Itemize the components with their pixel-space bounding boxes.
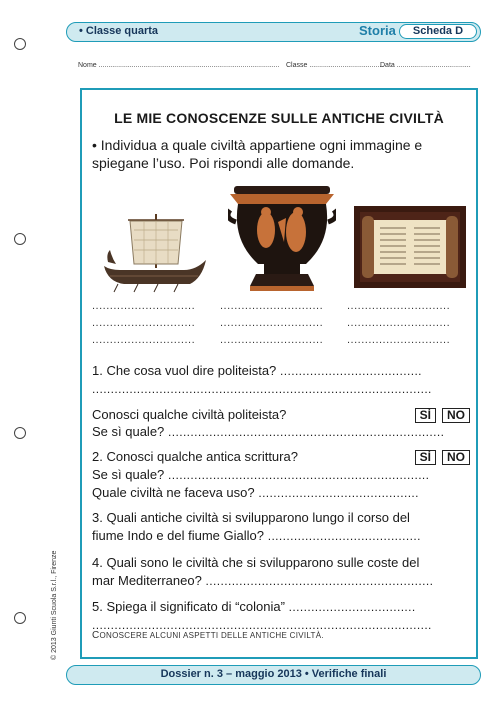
- no-box[interactable]: NO: [442, 450, 470, 465]
- answer-line[interactable]: .............................: [347, 334, 451, 346]
- question-text: 2. Conosci qualche antica scrittura?: [92, 449, 298, 464]
- answer-line[interactable]: .............................: [347, 317, 451, 329]
- question-text: 4. Quali sono le civiltà che si svilupparono sulle coste del: [92, 555, 420, 570]
- binder-hole-2: [14, 233, 26, 245]
- answer-line[interactable]: ......................................: [276, 364, 422, 378]
- question-3-line2: [92, 527, 470, 545]
- worksheet-title: LE MIE CONOSCENZE SULLE ANTICHE CIVILTÀ: [114, 110, 444, 126]
- question-2b: [92, 466, 470, 484]
- question-text: mar Mediterraneo?: [92, 573, 202, 588]
- question-1: [92, 362, 470, 380]
- answer-line[interactable]: .............................: [220, 334, 324, 346]
- ship-image: [98, 208, 210, 294]
- answer-line[interactable]: .............................: [220, 317, 324, 329]
- answer-line[interactable]: ..........................................................................: [164, 425, 445, 439]
- footer-bar: Dossier n. 3 – maggio 2013 • Verifiche finali: [66, 665, 481, 685]
- no-box[interactable]: NO: [442, 408, 470, 423]
- answer-line[interactable]: ...........................................................................................: [92, 382, 432, 396]
- header-bar: [66, 22, 481, 42]
- image-answer-lines: [92, 300, 470, 351]
- question-text: 1. Che cosa vuol dire politeista?: [92, 363, 277, 378]
- question-text: 5. Spiega il significato di “colonia”: [92, 599, 285, 614]
- binder-hole-4: [14, 612, 26, 624]
- question-4-line2: [92, 572, 470, 590]
- answer-row: [92, 380, 470, 398]
- copyright-text: © 2013 Giunti Scuola S.r.l., Firenze: [51, 550, 58, 660]
- yes-box[interactable]: SÌ: [415, 408, 436, 423]
- answer-line[interactable]: .............................: [220, 300, 324, 312]
- worksheet-frame: [80, 88, 478, 659]
- answer-line[interactable]: .............................: [92, 317, 196, 329]
- question-text: Conosci qualche civiltà politeista?: [92, 407, 287, 422]
- question-text: fiume Indo e del fiume Giallo?: [92, 528, 264, 543]
- yes-no-choice: [409, 406, 470, 423]
- question-2: [92, 448, 470, 465]
- answer-line[interactable]: .............................: [347, 300, 451, 312]
- answer-line[interactable]: ......................................................................: [164, 468, 430, 482]
- class-field[interactable]: Classe ......................................: [286, 62, 384, 69]
- sheet-badge: Scheda D: [399, 24, 477, 39]
- subject-label: Storia: [359, 23, 396, 38]
- learning-objective: CONOSCERE ALCUNI ASPETTI DELLE ANTICHE CIVILTÀ.: [92, 630, 324, 641]
- scroll-image: [354, 206, 466, 288]
- binder-hole-1: [14, 38, 26, 50]
- answer-line[interactable]: ..................................: [284, 600, 416, 614]
- answer-line[interactable]: .............................: [92, 334, 196, 346]
- answer-line[interactable]: ...........................................................................................: [92, 618, 432, 632]
- question-4: [92, 554, 470, 571]
- question-1b: [92, 406, 470, 423]
- answer-line[interactable]: .........................................: [263, 529, 421, 543]
- question-text: 3. Quali antiche civiltà si svilupparono lungo il corso del: [92, 510, 410, 525]
- answer-line[interactable]: .............................: [92, 300, 196, 312]
- date-field[interactable]: Data ......................................: [380, 62, 471, 69]
- answer-line[interactable]: .............................................................: [201, 574, 434, 588]
- question-3: [92, 509, 470, 526]
- question-text: Se sì quale?: [92, 467, 165, 482]
- question-5: [92, 598, 470, 616]
- question-1c: [92, 423, 470, 441]
- yes-no-choice: [409, 448, 470, 465]
- name-field[interactable]: Nome .............................................................................................: [78, 62, 280, 69]
- grade-label: • Classe quarta: [79, 25, 159, 37]
- binder-hole-3: [14, 427, 26, 439]
- question-2c: [92, 484, 470, 502]
- question-text: Se sì quale?: [92, 424, 165, 439]
- greek-vase-image: [228, 182, 336, 296]
- yes-box[interactable]: SÌ: [415, 450, 436, 465]
- instruction-text: • Individua a quale civiltà appartiene ogni immagine e spiegane l’uso. Poi rispondi alle domande.: [92, 137, 423, 171]
- question-text: Quale civiltà ne faceva uso?: [92, 485, 255, 500]
- answer-line[interactable]: ...........................................: [254, 486, 419, 500]
